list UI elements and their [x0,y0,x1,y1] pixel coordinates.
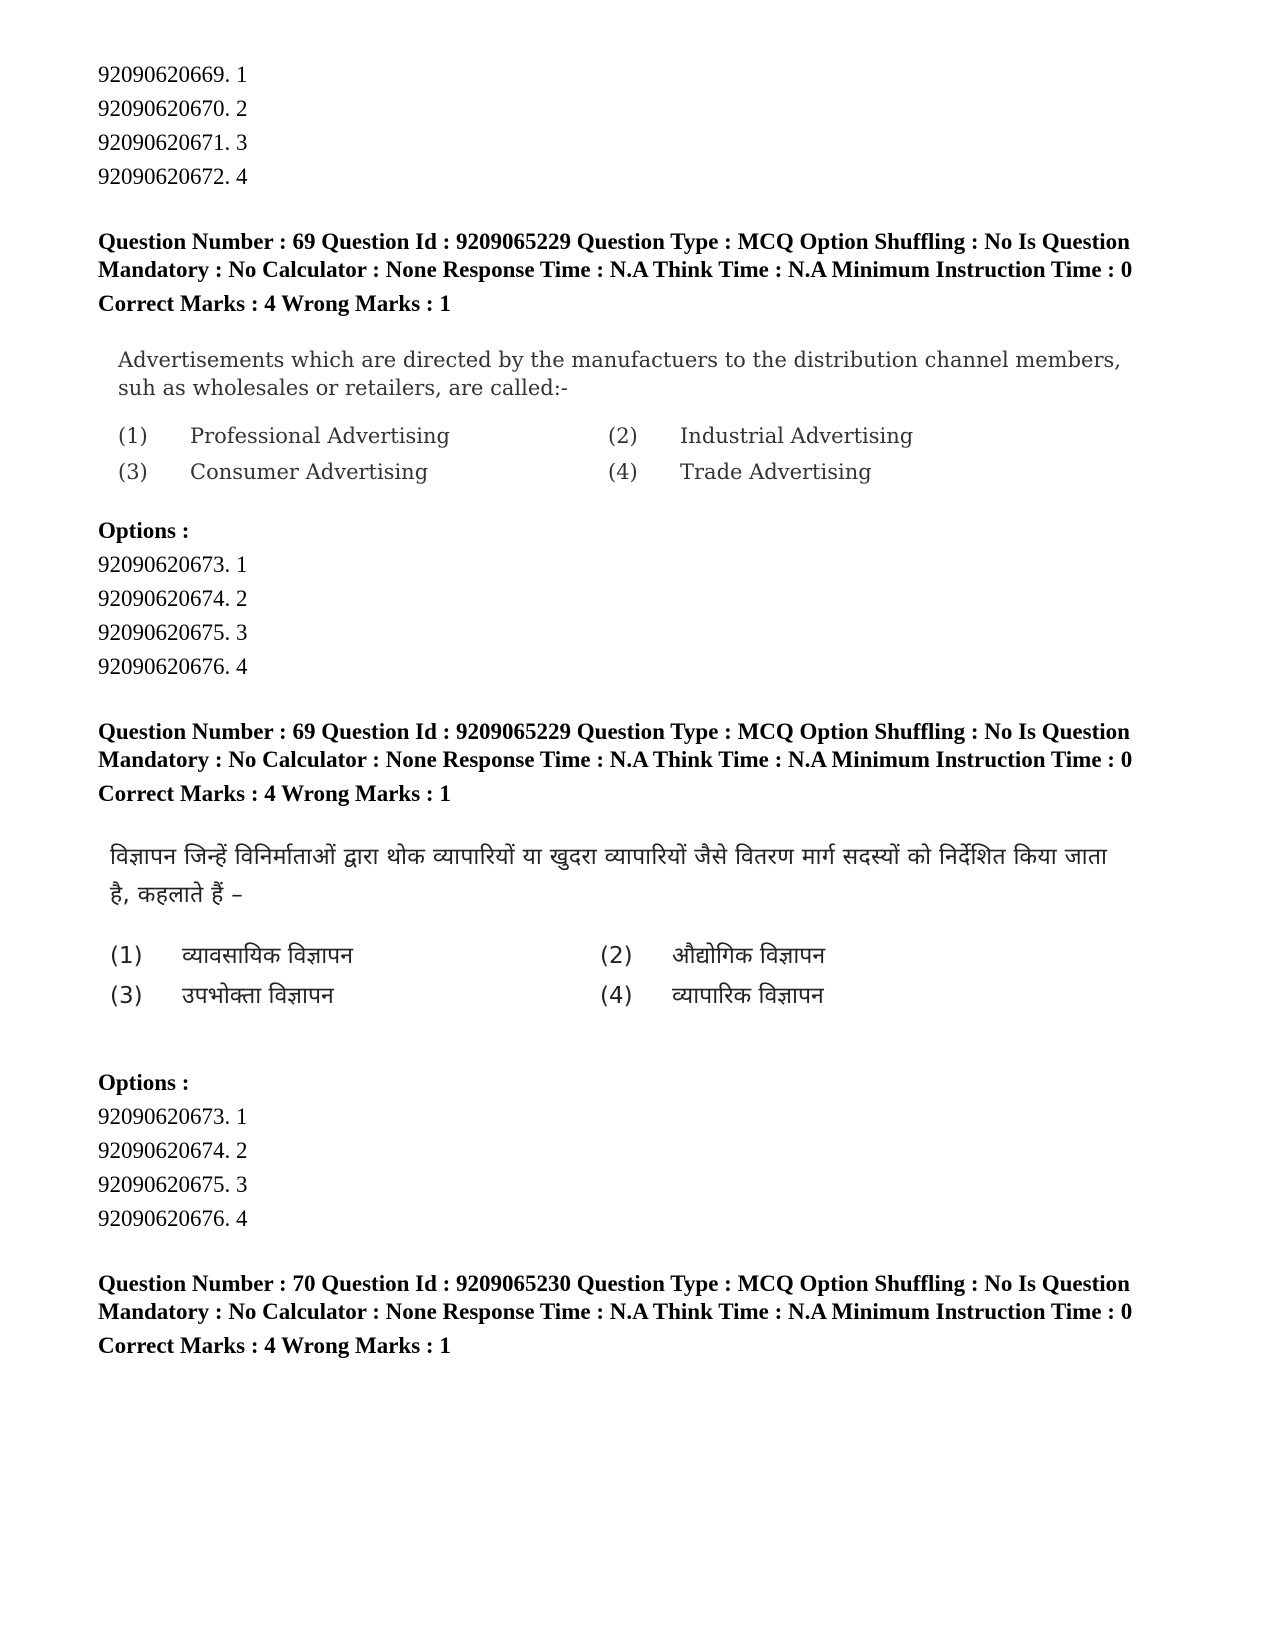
choice-text: Professional Advertising [190,424,450,448]
option-line: 92090620669. 1 [98,62,248,87]
question-meta: Question Number : 69 Question Id : 9209065229 Question Type : MCQ Option Shuffling : No Is Question Mandatory : No Calculator : None Response Time : N.A Think Time : N.A Minimum Instruction Time : 0 [98,229,1133,282]
answer-choice-3 [110,982,600,1010]
question-image [118,346,1128,514]
choice-text: व्यावसायिक विज्ञापन [182,943,354,969]
options-list [98,1100,1178,1236]
choice-text: उपभोक्ता विज्ञापन [182,983,334,1009]
question-image [110,838,1130,1066]
option-line: 92090620672. 4 [98,164,248,189]
question-meta: Question Number : 69 Question Id : 9209065229 Question Type : MCQ Option Shuffling : No Is Question Mandatory : No Calculator : None Response Time : N.A Think Time : N.A Minimum Instruction Time : 0 [98,719,1133,772]
question-marks: Correct Marks : 4 Wrong Marks : 1 [98,781,451,806]
option-line: 92090620674. 2 [98,586,248,611]
document-page [98,58,1178,1360]
top-options-list [98,58,1178,194]
answer-choice-1 [110,942,600,970]
choice-text: औद्योगिक विज्ञापन [672,943,826,969]
choice-text: Industrial Advertising [680,424,914,448]
option-line: 92090620676. 4 [98,654,248,679]
option-line: 92090620675. 3 [98,1172,248,1197]
option-line: 92090620673. 1 [98,552,248,577]
choice-number: (2) [600,943,633,969]
options-list [98,548,1178,684]
question-marks: Correct Marks : 4 Wrong Marks : 1 [98,291,451,316]
option-line: 92090620674. 2 [98,1138,248,1163]
choice-text: Consumer Advertising [190,460,429,484]
option-line: 92090620671. 3 [98,130,248,155]
answer-choices [118,422,1128,486]
choice-text: व्यापारिक विज्ञापन [672,983,824,1009]
option-line: 92090620673. 1 [98,1104,248,1129]
choice-number: (4) [608,460,638,484]
option-line: 92090620675. 3 [98,620,248,645]
question-text: विज्ञापन जिन्हें विनिर्माताओं द्वारा थोक व्यापारियों या खुदरा व्यापारियों जैसे वितरण मार्ग सदस्यों को निर्देशित किया जाता है, कहलाते हैं – [110,844,1108,908]
choice-number: (1) [110,943,143,969]
answer-choice-2 [600,942,1090,970]
option-line: 92090620670. 2 [98,96,248,121]
choice-number: (3) [110,983,143,1009]
options-label: Options : [98,518,190,543]
answer-choice-3 [118,458,608,486]
options-label: Options : [98,1070,190,1095]
choice-text: Trade Advertising [680,460,872,484]
question-block-70 [98,1270,1178,1360]
answer-choice-2 [608,422,1098,450]
choice-number: (2) [608,424,638,448]
choice-number: (1) [118,424,148,448]
answer-choice-1 [118,422,608,450]
answer-choice-4 [600,982,1090,1010]
question-text: Advertisements which are directed by the manufactuers to the distribution channel members, suh as wholesales or retailers, are called:- [118,348,1121,400]
question-marks: Correct Marks : 4 Wrong Marks : 1 [98,1333,451,1358]
answer-choice-4 [608,458,1098,486]
choice-number: (4) [600,983,633,1009]
question-block-69-hindi [98,718,1178,1236]
option-line: 92090620676. 4 [98,1206,248,1231]
question-block-69-english [98,228,1178,684]
question-meta: Question Number : 70 Question Id : 9209065230 Question Type : MCQ Option Shuffling : No Is Question Mandatory : No Calculator : None Response Time : N.A Think Time : N.A Minimum Instruction Time : 0 [98,1271,1133,1324]
choice-number: (3) [118,460,148,484]
answer-choices [110,942,1130,1010]
